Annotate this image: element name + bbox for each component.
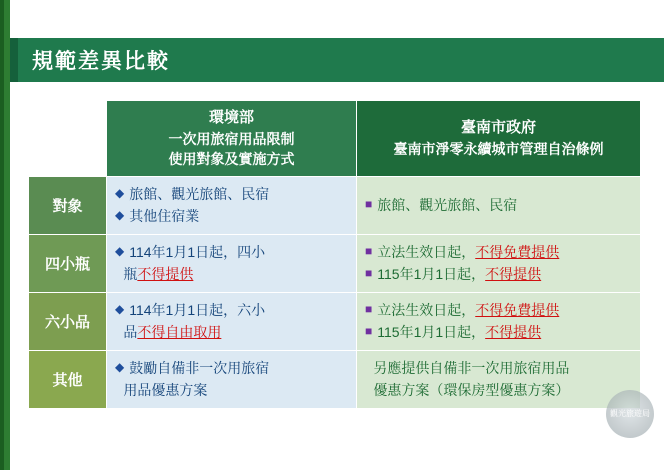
text-segment: 114年1月1日起，四小 bbox=[129, 244, 266, 261]
diamond-bullet-icon: ◆ bbox=[115, 360, 125, 375]
header-org-name: 環境部 bbox=[208, 109, 254, 126]
diamond-bullet-icon: ◆ bbox=[115, 302, 125, 317]
page-title: 規範差異比較 bbox=[32, 50, 170, 73]
title-accent bbox=[10, 38, 18, 82]
left-green-bar bbox=[0, 0, 10, 470]
cell-tainan-government bbox=[357, 293, 641, 351]
diamond-bullet-icon: ◆ bbox=[115, 186, 125, 201]
header-cell-tainan-government: 臺南市政府 臺南市淨零永續城市管理自治條例 bbox=[357, 101, 641, 177]
square-bullet-icon: ■ bbox=[365, 266, 373, 281]
bullet-text bbox=[123, 322, 348, 343]
table-row bbox=[29, 177, 641, 235]
table-row bbox=[29, 235, 641, 293]
bullet-text bbox=[129, 206, 348, 227]
header-org-name: 臺南市政府 bbox=[460, 118, 536, 136]
cell-tainan-government bbox=[357, 351, 641, 409]
text-segment: 鼓勵自備非一次用旅宿 bbox=[129, 360, 270, 377]
bullet-line bbox=[115, 300, 348, 321]
bullet-text bbox=[129, 242, 348, 263]
bullet-line bbox=[365, 380, 632, 401]
highlighted-text: 不得免費提供 bbox=[475, 302, 560, 319]
text-segment: 其他住宿業 bbox=[129, 208, 200, 225]
highlighted-text: 不得自由取用 bbox=[137, 324, 222, 341]
text-segment: 115年1月1日起， bbox=[377, 324, 486, 341]
text-segment: 優惠方案（環保房型優惠方案） bbox=[373, 382, 570, 399]
bullet-text bbox=[129, 300, 348, 321]
row-label: 六小品 bbox=[29, 293, 107, 351]
text-segment: 115年1月1日起， bbox=[377, 266, 486, 283]
table-row bbox=[29, 293, 641, 351]
bullet-text bbox=[373, 380, 632, 401]
bullet-line bbox=[365, 300, 632, 321]
diamond-bullet-icon: ◆ bbox=[115, 244, 125, 259]
text-segment: 品 bbox=[123, 324, 138, 341]
bullet-text bbox=[377, 195, 632, 216]
highlighted-text: 不得提供 bbox=[137, 266, 194, 283]
comparison-table bbox=[28, 100, 641, 409]
bullet-line bbox=[115, 264, 348, 285]
row-label: 對象 bbox=[29, 177, 107, 235]
text-segment: 另應提供自備非一次用旅宿用品 bbox=[373, 360, 570, 377]
bullet-text bbox=[377, 300, 632, 321]
highlighted-text: 不得提供 bbox=[485, 266, 542, 283]
cell-tainan-government bbox=[357, 177, 641, 235]
bullet-line bbox=[115, 184, 348, 205]
square-bullet-icon: ■ bbox=[365, 324, 373, 339]
bullet-text bbox=[377, 264, 632, 285]
cell-environment-ministry bbox=[107, 235, 357, 293]
diamond-bullet-icon: ◆ bbox=[115, 208, 125, 223]
text-segment: 立法生效日起， bbox=[377, 302, 476, 319]
bullet-line bbox=[115, 322, 348, 343]
square-bullet-icon: ■ bbox=[365, 302, 373, 317]
cell-environment-ministry bbox=[107, 351, 357, 409]
text-segment: 立法生效日起， bbox=[377, 244, 476, 261]
bullet-text bbox=[123, 380, 348, 401]
bullet-text bbox=[377, 242, 632, 263]
header-cell-environment-ministry: 環境部 一次用旅宿用品限制 使用對象及實施方式 bbox=[107, 101, 357, 177]
bullet-text bbox=[129, 184, 348, 205]
bullet-line bbox=[115, 242, 348, 263]
row-label: 四小瓶 bbox=[29, 235, 107, 293]
bullet-line bbox=[365, 322, 632, 343]
text-segment: 瓶 bbox=[123, 266, 138, 283]
title-banner bbox=[10, 38, 664, 82]
watermark-logo: 觀光旅遊局 bbox=[606, 390, 654, 438]
bullet-line bbox=[365, 242, 632, 263]
square-bullet-icon: ■ bbox=[365, 197, 373, 212]
table-corner-cell bbox=[29, 101, 107, 177]
bullet-line bbox=[365, 358, 632, 379]
text-segment: 旅館、觀光旅館、民宿 bbox=[377, 197, 518, 214]
text-segment: 114年1月1日起，六小 bbox=[129, 302, 266, 319]
cell-environment-ministry bbox=[107, 293, 357, 351]
square-bullet-icon: ■ bbox=[365, 244, 373, 259]
bullet-text bbox=[123, 264, 348, 285]
bullet-line bbox=[115, 358, 348, 379]
left-green-bar-accent bbox=[0, 0, 4, 470]
bullet-text bbox=[373, 358, 632, 379]
cell-tainan-government bbox=[357, 235, 641, 293]
bullet-line bbox=[365, 195, 632, 216]
bullet-line bbox=[115, 206, 348, 227]
highlighted-text: 不得提供 bbox=[485, 324, 542, 341]
bullet-line bbox=[365, 264, 632, 285]
bullet-line bbox=[115, 380, 348, 401]
bullet-text bbox=[377, 322, 632, 343]
text-segment: 用品優惠方案 bbox=[123, 382, 208, 399]
cell-environment-ministry bbox=[107, 177, 357, 235]
bullet-text bbox=[129, 358, 348, 379]
highlighted-text: 不得免費提供 bbox=[475, 244, 560, 261]
table-header-row bbox=[29, 101, 641, 177]
text-segment: 旅館、觀光旅館、民宿 bbox=[129, 186, 270, 203]
table-row bbox=[29, 351, 641, 409]
row-label: 其他 bbox=[29, 351, 107, 409]
